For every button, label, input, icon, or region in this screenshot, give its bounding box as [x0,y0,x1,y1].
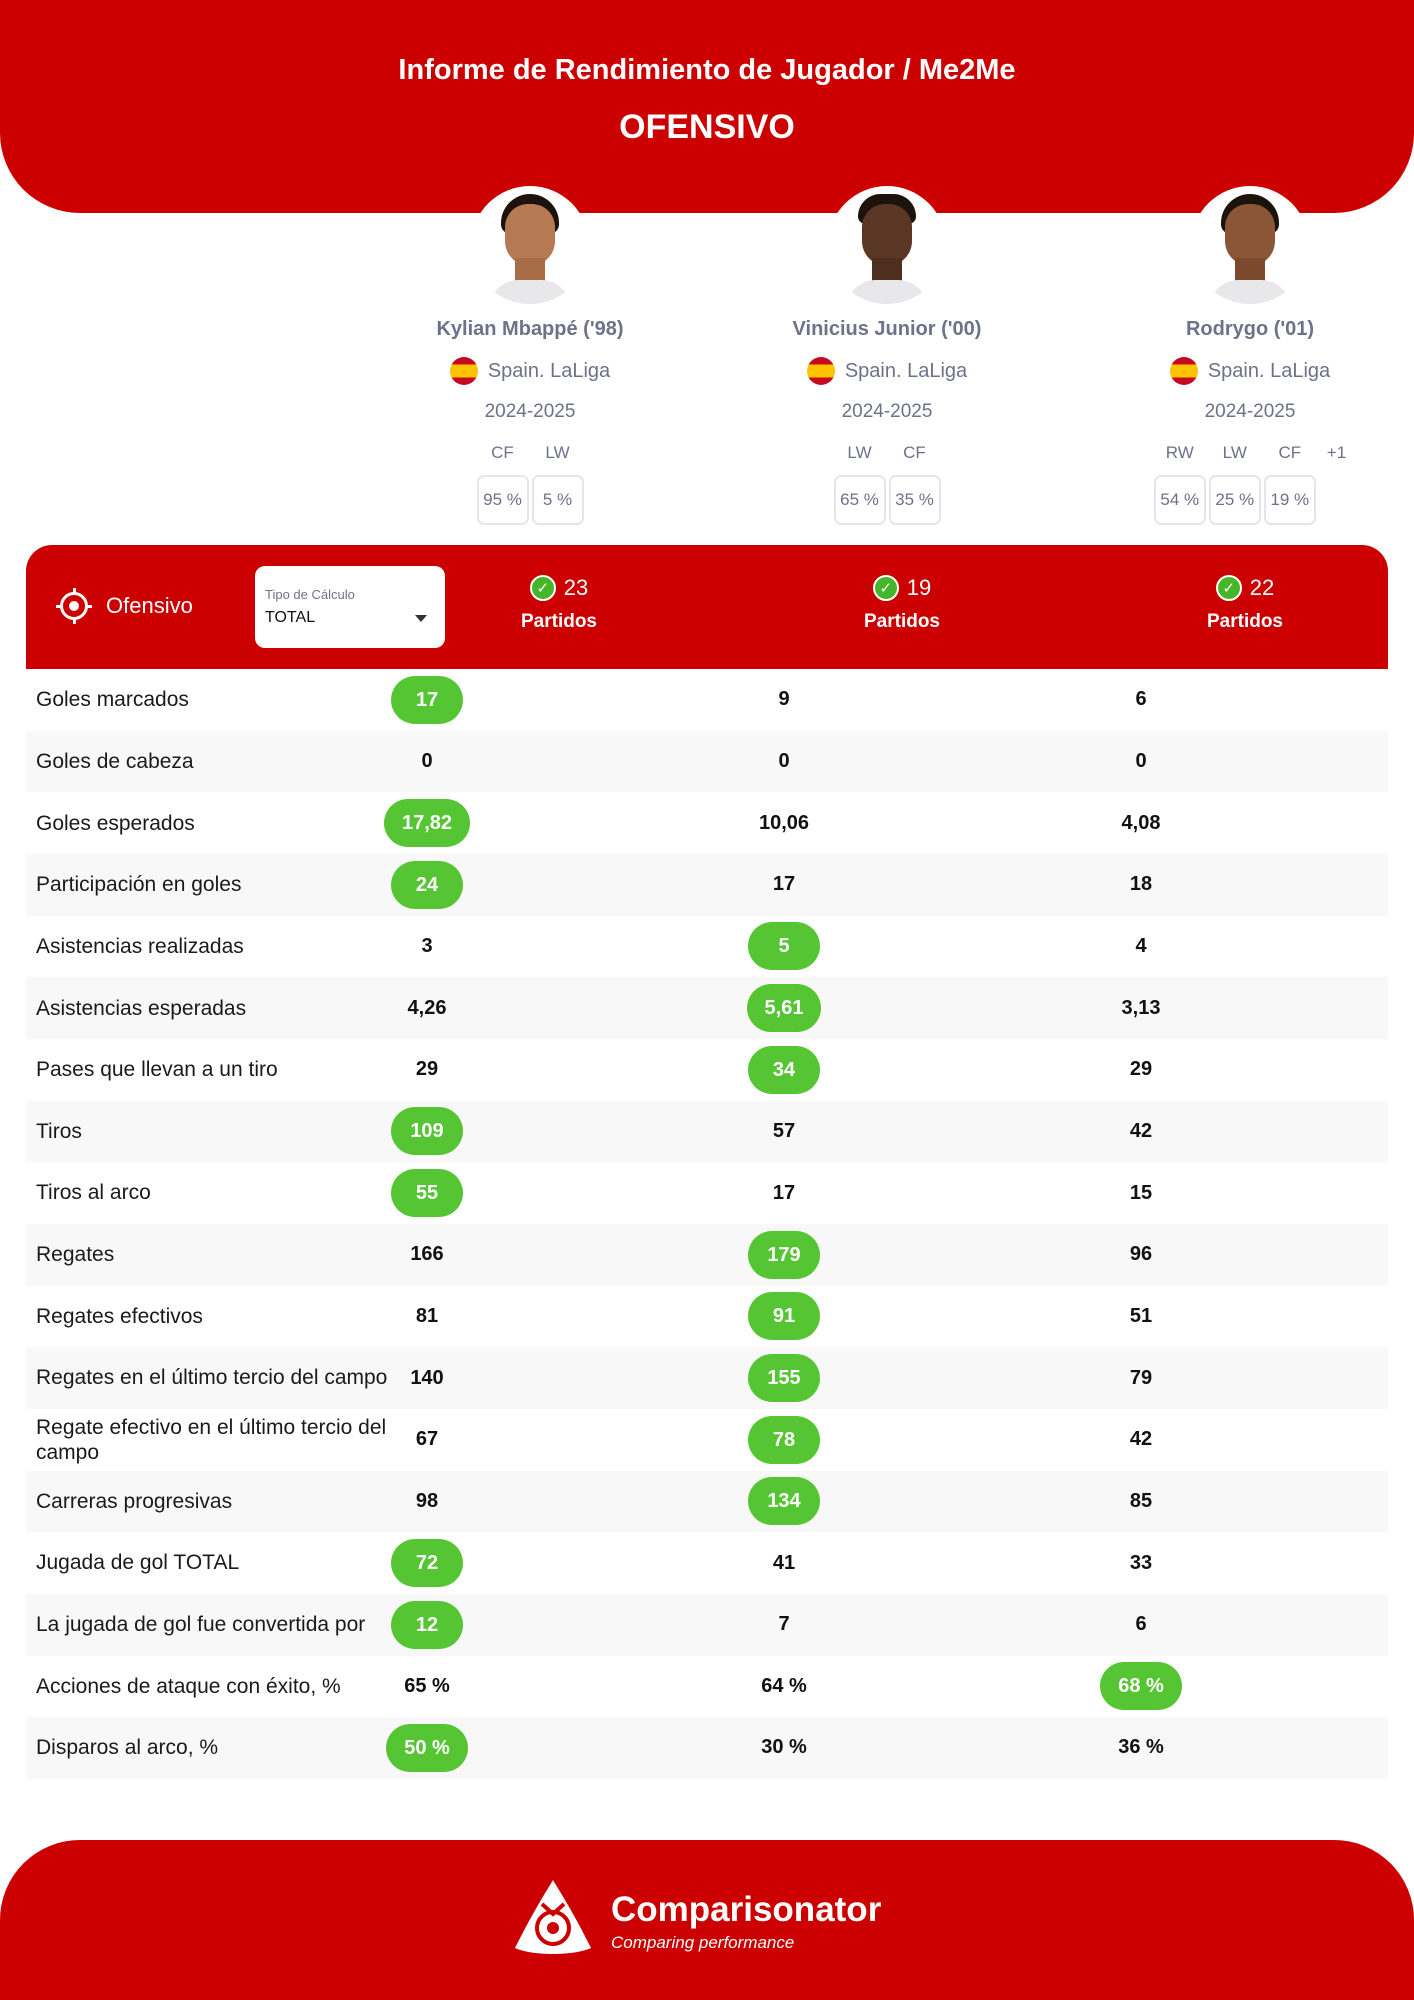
matches-count: 19 [906,575,932,600]
table-row [26,1039,1388,1101]
position-label: CF [491,443,514,462]
position-label: CF [1278,443,1302,462]
spain-flag-icon [1170,357,1198,385]
panel-title: Ofensivo [106,593,193,618]
stat-label: Jugada de gol TOTAL [36,1551,240,1575]
stat-value-player-2 [684,731,884,793]
matches-label: Partidos [520,611,598,632]
stat-value-player-2 [684,1594,884,1656]
table-row [26,854,1388,916]
stat-label: Regate efectivo en el último tercio del campo [36,1415,387,1464]
table-row [26,1471,1388,1533]
table-row [26,792,1388,854]
stat-value-player-2 [684,1101,884,1163]
stats-panel-header [26,545,1388,669]
stat-value-player-3 [1041,854,1241,916]
stat-value-player-3 [1041,731,1241,793]
stat-value: 0 [1135,749,1147,772]
best-value-badge: 17,82 [384,799,470,847]
stat-value-player-3 [1041,1347,1241,1409]
stat-value: 15 [1129,1181,1153,1204]
stat-value-player-1 [327,1224,527,1286]
stat-value: 10,06 [758,811,810,834]
stat-value-player-3 [1041,1532,1241,1594]
stat-value-player-2 [684,1656,884,1718]
best-value-badge: 91 [748,1292,820,1340]
stat-value-player-2 [684,916,884,978]
position-label: RW [1165,443,1194,462]
stat-label: Acciones de ataque con éxito, % [36,1674,341,1698]
stat-value: 4,08 [1121,811,1161,834]
player-avatar [471,186,589,304]
table-row [26,1162,1388,1224]
matches-player-2 [802,575,1002,633]
matches-player-3 [1145,575,1345,633]
stat-label: Asistencias realizadas [36,934,244,958]
stat-value-player-1 [327,669,527,731]
player-season: 2024-2025 [1204,401,1296,422]
stat-value-player-3 [1041,1039,1241,1101]
player-name: Kylian Mbappé ('98) [436,318,624,340]
table-row [26,1347,1388,1409]
stat-label: Regates [36,1243,115,1267]
report-title: Informe de Rendimiento de Jugador / Me2Me [398,54,1016,86]
table-row [26,1717,1388,1779]
stat-value-player-3 [1041,1717,1241,1779]
matches-count: 23 [563,575,589,600]
check-circle-icon: ✓ [1216,575,1242,601]
best-value-badge: 24 [391,861,463,909]
stat-value-player-2 [684,1162,884,1224]
stat-value: 36 % [1118,1736,1164,1759]
table-row [26,731,1388,793]
matches-label: Partidos [1206,611,1284,632]
spain-flag-icon [807,357,835,385]
player-name: Vinicius Junior ('00) [792,318,982,340]
stat-value: 29 [415,1058,439,1081]
stat-value: 140 [410,1366,444,1389]
stat-label: Participación en goles [36,873,242,897]
stat-label: Goles de cabeza [36,749,194,773]
position-label: LW [847,443,872,462]
best-value-badge: 5,61 [747,984,822,1032]
stat-value: 17 [772,873,796,896]
matches-count: 22 [1249,575,1275,600]
best-value-badge: 155 [748,1354,820,1402]
stat-value-player-1 [327,1656,527,1718]
player-card-1 [380,186,680,525]
position-breakdown [737,443,1037,525]
stat-value: 3,13 [1121,996,1161,1019]
best-value-badge: 34 [748,1046,820,1094]
stat-value: 30 % [761,1736,807,1759]
stat-label: Regates efectivos [36,1304,203,1328]
matches-player-1 [459,575,659,633]
position-share: 19 % [1264,475,1316,525]
stat-value-player-2 [684,1347,884,1409]
stat-value-player-1 [327,1594,527,1656]
table-row [26,1286,1388,1348]
stat-label: Pases que llevan a un tiro [36,1058,278,1082]
stat-value-player-3 [1041,1224,1241,1286]
stat-value: 67 [415,1428,439,1451]
best-value-badge: 78 [748,1416,820,1464]
best-value-badge: 5 [748,922,820,970]
stat-value-player-3 [1041,1286,1241,1348]
stat-value-player-1 [327,1347,527,1409]
table-row [26,1409,1388,1471]
stat-value-player-2 [684,1471,884,1533]
stat-value-player-2 [684,1224,884,1286]
stat-label: Goles esperados [36,811,195,835]
best-value-badge: 17 [391,676,463,724]
stat-value-player-1 [327,1286,527,1348]
calculation-type-label: Tipo de Cálculo [265,587,355,602]
player-avatar [828,186,946,304]
stat-label: Disparos al arco, % [36,1736,219,1760]
best-value-badge: 109 [391,1107,463,1155]
stat-value: 41 [772,1551,796,1574]
stat-value-player-3 [1041,1101,1241,1163]
stat-value-player-1 [327,1101,527,1163]
stat-value: 33 [1129,1551,1153,1574]
stat-value-player-3 [1041,916,1241,978]
best-value-badge: 50 % [386,1724,468,1772]
stat-value: 42 [1129,1428,1153,1451]
stat-value: 18 [1129,873,1153,896]
stat-value-player-1 [327,1717,527,1779]
stat-value-player-1 [327,1409,527,1471]
report-footer [0,1840,1414,2000]
best-value-badge: 179 [748,1231,820,1279]
stat-label: Goles marcados [36,688,189,712]
best-value-badge: 55 [391,1169,463,1217]
stat-value: 17 [772,1181,796,1204]
matches-label: Partidos [863,611,941,632]
stat-value-player-3 [1041,1471,1241,1533]
stat-value-player-1 [327,731,527,793]
stat-value-player-2 [684,854,884,916]
player-name: Rodrygo ('01) [1185,318,1315,340]
comparisonator-logo-icon [512,1878,594,1958]
stat-value: 98 [415,1489,439,1512]
stat-value-player-1 [327,1471,527,1533]
best-value-badge: 12 [391,1601,463,1649]
stat-value-player-3 [1041,669,1241,731]
check-circle-icon: ✓ [873,575,899,601]
player-season: 2024-2025 [484,401,576,422]
stat-value-player-1 [327,1039,527,1101]
stat-label: Asistencias esperadas [36,996,247,1020]
stat-value: 57 [772,1119,796,1142]
player-league: Spain. LaLiga [1207,359,1331,382]
stat-value: 81 [415,1304,439,1327]
calculation-type-value: TOTAL [265,609,316,626]
table-row [26,669,1388,731]
stat-value: 29 [1129,1058,1153,1081]
table-row [26,1101,1388,1163]
stat-value: 9 [778,688,790,711]
calculation-type-select[interactable] [255,566,445,648]
position-share: 95 % [477,475,529,525]
caret-down-icon [415,615,427,622]
best-value-badge: 134 [748,1477,820,1525]
stat-value: 79 [1129,1366,1153,1389]
stat-value-player-2 [684,1532,884,1594]
stat-value-player-2 [684,1409,884,1471]
stat-value-player-2 [684,1717,884,1779]
player-card-2 [737,186,1037,525]
stat-value: 96 [1129,1243,1153,1266]
stat-label: La jugada de gol fue convertida por [36,1613,366,1637]
best-value-badge: 72 [391,1539,463,1587]
position-share: 35 % [889,475,941,525]
stat-value: 0 [421,749,433,772]
stat-value-player-1 [327,1532,527,1594]
position-label: CF [903,443,926,462]
table-row [26,1532,1388,1594]
stat-value-player-3 [1041,1409,1241,1471]
table-row [26,1594,1388,1656]
stat-value-player-1 [327,977,527,1039]
report-header [0,0,1414,213]
brand-name: Comparisonator [611,1890,882,1929]
table-row [26,1224,1388,1286]
stat-value-player-2 [684,1286,884,1348]
stat-value-player-1 [327,792,527,854]
stat-value-player-2 [684,1039,884,1101]
position-label: LW [1222,443,1247,462]
position-share: 65 % [834,475,886,525]
stat-value: 51 [1129,1304,1153,1327]
stat-value-player-2 [684,669,884,731]
stat-value: 7 [778,1613,790,1636]
player-season: 2024-2025 [841,401,933,422]
position-label: LW [545,443,570,462]
check-circle-icon: ✓ [530,575,556,601]
report-subtitle: OFENSIVO [619,108,795,146]
player-league: Spain. LaLiga [487,359,611,382]
stat-value: 6 [1135,1613,1147,1636]
stat-value-player-3 [1041,977,1241,1039]
stats-table [26,669,1388,1779]
stat-value-player-1 [327,1162,527,1224]
stat-value-player-2 [684,977,884,1039]
more-positions-badge[interactable]: +1 [1326,443,1347,462]
stat-value-player-1 [327,854,527,916]
player-avatar [1191,186,1309,304]
stat-value-player-1 [327,916,527,978]
position-share: 25 % [1209,475,1261,525]
stat-value: 65 % [404,1674,450,1697]
stat-value: 6 [1135,688,1147,711]
position-breakdown [380,443,680,525]
spain-flag-icon [450,357,478,385]
stat-value: 166 [410,1243,444,1266]
stat-value-player-3 [1041,1656,1241,1718]
position-share: 5 % [532,475,584,525]
stat-value-player-2 [684,792,884,854]
stat-value: 85 [1129,1489,1153,1512]
table-row [26,1656,1388,1718]
stat-value: 3 [421,934,433,957]
position-share: 54 % [1154,475,1206,525]
stat-label: Tiros [36,1119,82,1143]
player-league: Spain. LaLiga [844,359,968,382]
best-value-badge: 68 % [1100,1662,1182,1710]
stat-value: 4 [1135,934,1147,957]
table-row [26,977,1388,1039]
stat-value-player-3 [1041,792,1241,854]
stat-value-player-3 [1041,1162,1241,1224]
player-card-3 [1100,186,1400,525]
stat-value: 0 [778,749,790,772]
brand-tagline: Comparing performance [611,1933,795,1952]
table-row [26,916,1388,978]
target-icon [56,588,92,624]
stat-value-player-3 [1041,1594,1241,1656]
stat-label: Tiros al arco [36,1181,151,1205]
stat-label: Regates en el último tercio del campo [36,1366,388,1390]
position-breakdown [1100,443,1400,525]
stat-value: 42 [1129,1119,1153,1142]
stat-label: Carreras progresivas [36,1489,233,1513]
stat-value: 64 % [761,1674,807,1697]
stat-value: 4,26 [407,996,447,1019]
